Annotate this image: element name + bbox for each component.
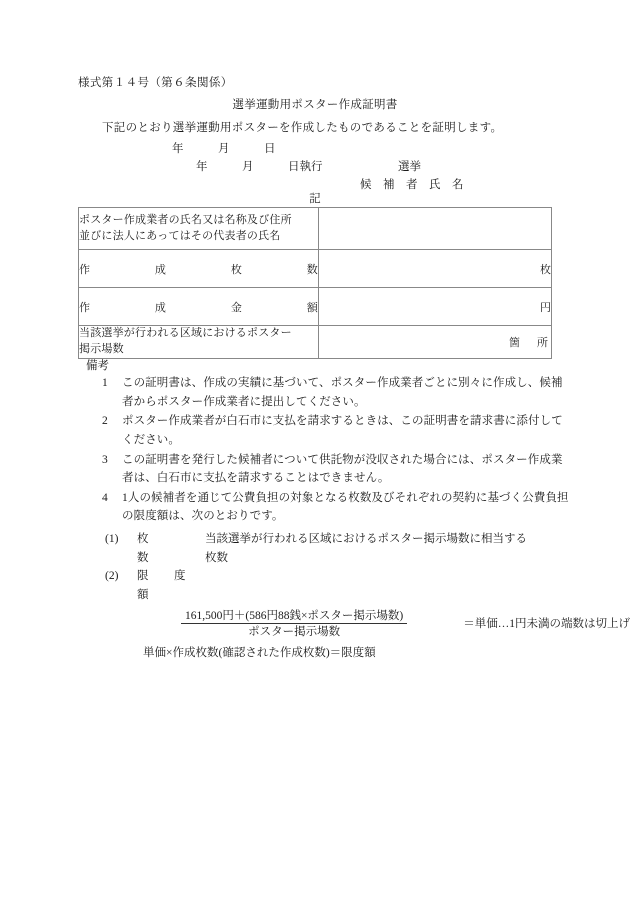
table-row bbox=[79, 326, 552, 359]
remarks-heading: 備考 bbox=[86, 360, 109, 372]
remark-item bbox=[102, 451, 572, 488]
row-label-line-2: 掲示場数 bbox=[79, 342, 124, 355]
table-row bbox=[79, 288, 552, 326]
sub-desc-line-2: 枚数 bbox=[205, 551, 228, 564]
sub-item-description bbox=[205, 567, 575, 604]
row-value-poster-sites[interactable] bbox=[319, 326, 552, 359]
formula-fraction bbox=[133, 607, 455, 639]
page-title: 選挙運動用ポスター作成証明書 bbox=[232, 99, 398, 111]
election-date-line: 年 月 日執行 bbox=[196, 161, 323, 173]
label-part-4: 額 bbox=[306, 301, 318, 314]
formula-numerator: 161,500円＋(586円88銭×ポスター掲示場数) bbox=[181, 610, 407, 624]
sub-item-marker: (2) bbox=[105, 570, 119, 583]
sub-item-quantity bbox=[105, 530, 575, 567]
row-label-line-1: ポスター作成業者の氏名又は名称及び住所 bbox=[79, 213, 292, 226]
lead-sentence: 下記のとおり選挙運動用ポスターを作成したものであることを証明します。 bbox=[102, 122, 503, 134]
row-value-quantity[interactable] bbox=[319, 250, 552, 288]
formula-denominator: ポスター掲示場数 bbox=[248, 626, 341, 638]
remarks-list bbox=[102, 374, 572, 527]
row-value-amount[interactable] bbox=[319, 288, 552, 326]
label-part-3: 金 bbox=[230, 301, 243, 314]
row-label-poster-sites bbox=[79, 326, 319, 359]
row-label-line-1: 当該選挙が行われる区域におけるポスター bbox=[79, 327, 292, 339]
remark-item bbox=[102, 412, 572, 449]
label-part-2: 成 bbox=[154, 263, 167, 276]
remark-number: 2 bbox=[102, 415, 108, 428]
candidate-name-label: 候 補 者 氏 名 bbox=[360, 179, 464, 191]
row-label-quantity bbox=[79, 250, 319, 288]
sub-item-marker: (1) bbox=[105, 533, 119, 545]
label-part-3: 枚 bbox=[230, 263, 243, 276]
sub-item-limit bbox=[105, 567, 575, 604]
table-row bbox=[79, 208, 552, 250]
remark-item bbox=[102, 374, 572, 411]
formula-second-line: 単価×作成枚数(確認された作成枚数)＝限度額 bbox=[143, 647, 376, 659]
remark-number: 1 bbox=[102, 377, 108, 389]
remark-text: この証明書を発行した候補者について供託物が没収された場合には、ポスター作成業者は、白石市に支払を請求することはできません。 bbox=[122, 453, 563, 485]
label-part-4: 数 bbox=[306, 263, 318, 276]
ki-mark: 記 bbox=[309, 193, 321, 205]
remark-text: この証明書は、作成の実績に基づいて、ポスター作成業者ごとに別々に作成し、候補者からポスター作成業者に提出してください。 bbox=[122, 377, 563, 408]
row-value-business-name[interactable] bbox=[319, 208, 552, 250]
certification-date-line: 年 月 日 bbox=[172, 143, 276, 155]
unit-yen: 円 bbox=[540, 301, 551, 314]
row-label-line-2: 並びに法人にあってはその代表者の氏名 bbox=[79, 229, 281, 242]
remark-text: ポスター作成業者が白石市に支払を請求するときは、この証明書を請求書に添付してください。 bbox=[122, 415, 563, 446]
limit-amount-formula bbox=[133, 607, 630, 660]
label-part-1: 作 bbox=[79, 301, 91, 314]
table-row bbox=[79, 250, 552, 288]
formula-fraction-row bbox=[133, 607, 630, 639]
sub-item-description bbox=[205, 530, 575, 567]
row-label-business-name bbox=[79, 208, 319, 250]
remark-number: 3 bbox=[102, 453, 108, 466]
unit-sheets: 枚 bbox=[540, 263, 551, 276]
sub-item-term: 限 度 額 bbox=[137, 570, 211, 601]
remark-text: 1人の候補者を通じて公費負担の対象となる枚数及びそれぞれの契約に基づく公費負担の限度額は、次のとおりです。 bbox=[122, 491, 569, 523]
poster-certificate-table bbox=[78, 207, 552, 359]
sub-item-term: 枚 数 bbox=[137, 533, 193, 564]
label-part-1: 作 bbox=[79, 263, 91, 276]
unit-locations: 箇 所 bbox=[509, 336, 551, 349]
remark-item bbox=[102, 489, 572, 526]
sub-items-list bbox=[105, 530, 575, 605]
form-number: 様式第１４号（第６条関係） bbox=[78, 77, 233, 89]
formula-result: ＝単価…1円未満の端数は切上げ bbox=[463, 618, 630, 630]
row-label-amount bbox=[79, 288, 319, 326]
sub-desc-line-1: 当該選挙が行われる区域におけるポスター掲示場数に相当する bbox=[205, 533, 527, 545]
label-part-2: 成 bbox=[154, 301, 167, 314]
remark-number: 4 bbox=[102, 491, 108, 504]
election-label: 選挙 bbox=[398, 161, 421, 173]
